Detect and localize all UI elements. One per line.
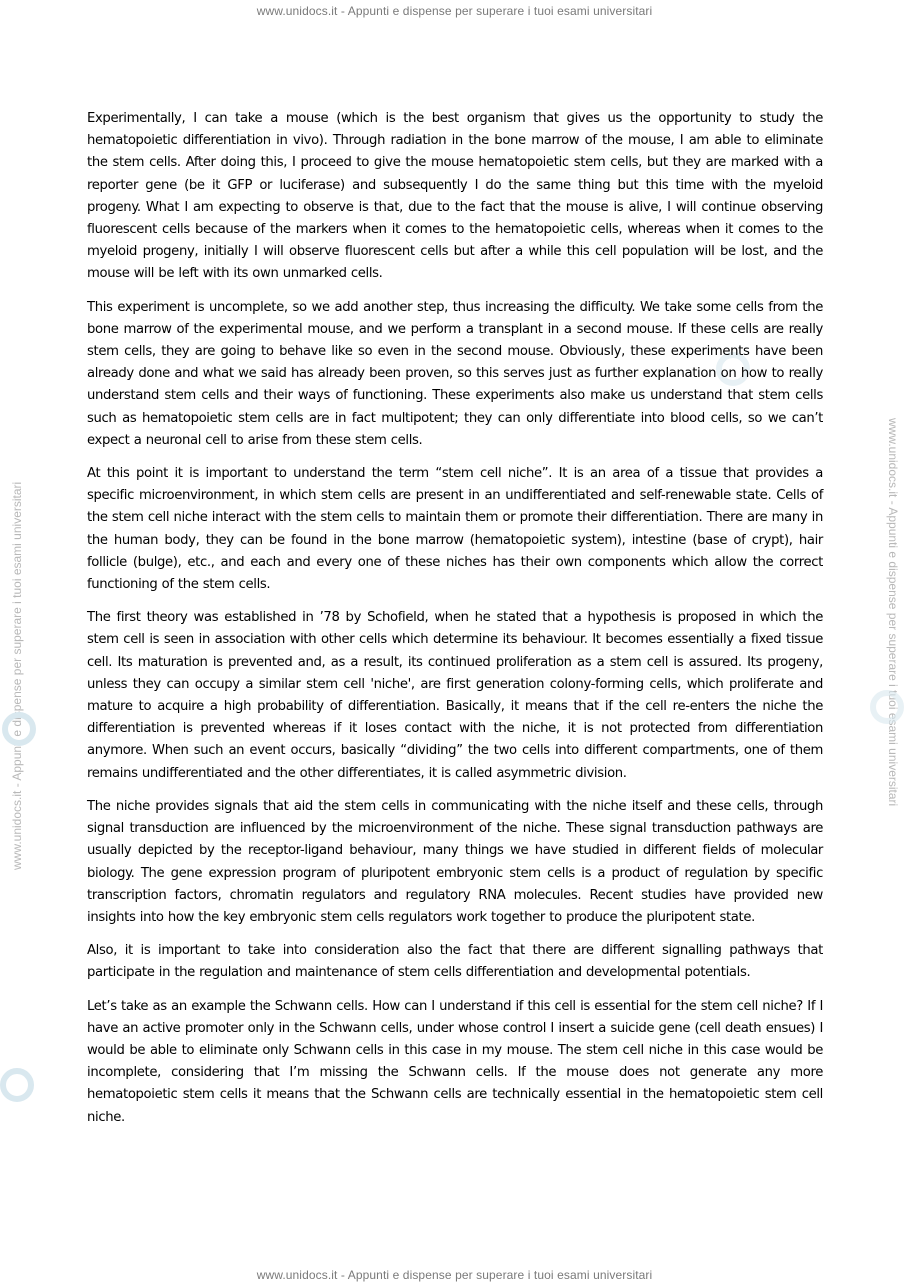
- paragraph-6: Also, it is important to take into consideration also the fact that there are different signalling pathways that participate in the regulation and maintenance of stem cells differentiation and developmental potentials.: [87, 943, 823, 981]
- watermark-side-right: www.unidocs.it - Appunti e dispense per superare i tuoi esami universitari: [886, 418, 900, 807]
- paragraph-2: This experiment is uncomplete, so we add another step, thus increasing the difficulty. We take some cells from the bone marrow of the experimental mouse, and we perform a transplant in a second mouse. If these cells are really stem cells, they are going to behave like so even in the second mouse. Obviously, these experiments have been already done and what we said has already been proven, so this serves just as further explanation on how to really understand stem cells and their ways of functioning. These experiments also make us understand that stem cells such as hematopoietic stem cells are in fact multipotent; they can only differentiate into blood cells, so we can’t expect a neuronal cell to arise from these stem cells.: [87, 299, 823, 448]
- document-body: [87, 108, 823, 1140]
- watermark-logo-icon: [2, 712, 36, 746]
- paragraph-5: The niche provides signals that aid the stem cells in communicating with the niche itself and these cells, through signal transduction are influenced by the microenvironment of the niche. These signal transduction pathways are usually depicted by the receptor-ligand behaviour, many things we have studied in different fields of molecular biology. The gene expression program of pluripotent embryonic stem cells is a product of regulation by specific transcription factors, chromatin regulators and regulatory RNA molecules. Recent studies have provided new insights into how the key embryonic stem cells regulators work together to produce the pluripotent state.: [87, 798, 823, 925]
- watermark-header: www.unidocs.it - Appunti e dispense per superare i tuoi esami universitari: [256, 4, 653, 18]
- watermark-logo-icon: [0, 1068, 34, 1102]
- paragraph-4: The first theory was established in ’78 by Schofield, when he stated that a hypothesis is proposed in which the stem cell is seen in association with other cells which determine its behaviour. It becomes essentially a fixed tissue cell. Its maturation is prevented and, as a result, its continued proliferation as a stem cell is assured. Its progeny, unless they can occupy a similar stem cell 'niche', are first generation colony-forming cells, which proliferate and mature to acquire a high probability of differentiation. Basically, it means that if the cell re-enters the niche the differentiation is prevented whereas if it loses contact with the niche, it is not protected from differentiation anymore. When such an event occurs, basically “dividing” the two cells into different compartments, one of them remains undifferentiated and the other differentiates, it is called asymmetric division.: [87, 610, 823, 781]
- watermark-logo-icon: [870, 690, 904, 724]
- watermark-side-left: www.unidocs.it - Appunti e dispense per superare i tuoi esami universitari: [10, 481, 24, 870]
- paragraph-1: Experimentally, I can take a mouse (which is the best organism that gives us the opportunity to study the hematopoietic differentiation in vivo). Through radiation in the bone marrow of the mouse, I am able to eliminate the stem cells. After doing this, I proceed to give the mouse hematopoietic stem cells, but they are marked with a reporter gene (be it GFP or luciferase) and subsequently I do the same thing but this time with the myeloid progeny. What I am expecting to observe is that, due to the fact that the mouse is alive, I will continue observing fluorescent cells because of the markers when it comes to the hematopoietic cells, whereas when it comes to the myeloid progeny, initially I will observe fluorescent cells but after a while this cell population will be lost, and the mouse will be left with its own unmarked cells.: [87, 111, 823, 282]
- watermark-footer: www.unidocs.it - Appunti e dispense per superare i tuoi esami universitari: [256, 1268, 653, 1282]
- paragraph-3: At this point it is important to understand the term “stem cell niche”. It is an area of a tissue that provides a specific microenvironment, in which stem cells are present in an undifferentiated and self-renewable state. Cells of the stem cell niche interact with the stem cells to maintain them or promote their differentiation. There are many in the human body, they can be found in the bone marrow (hematopoietic system), intestine (base of crypt), hair follicle (bulge), etc., and each and every one of these niches has their own components which allow the correct functioning of the stem cells.: [87, 466, 823, 593]
- paragraph-7: Let’s take as an example the Schwann cells. How can I understand if this cell is essential for the stem cell niche? If I have an active promoter only in the Schwann cells, under whose control I insert a suicide gene (cell death ensues) I would be able to eliminate only Schwann cells in this case in my mouse. The stem cell niche in this case would be incomplete, considering that I’m missing the Schwann cells. If the mouse does not generate any more hematopoietic stem cells it means that the Schwann cells are technically essential in the hematopoietic stem cell niche.: [87, 998, 823, 1125]
